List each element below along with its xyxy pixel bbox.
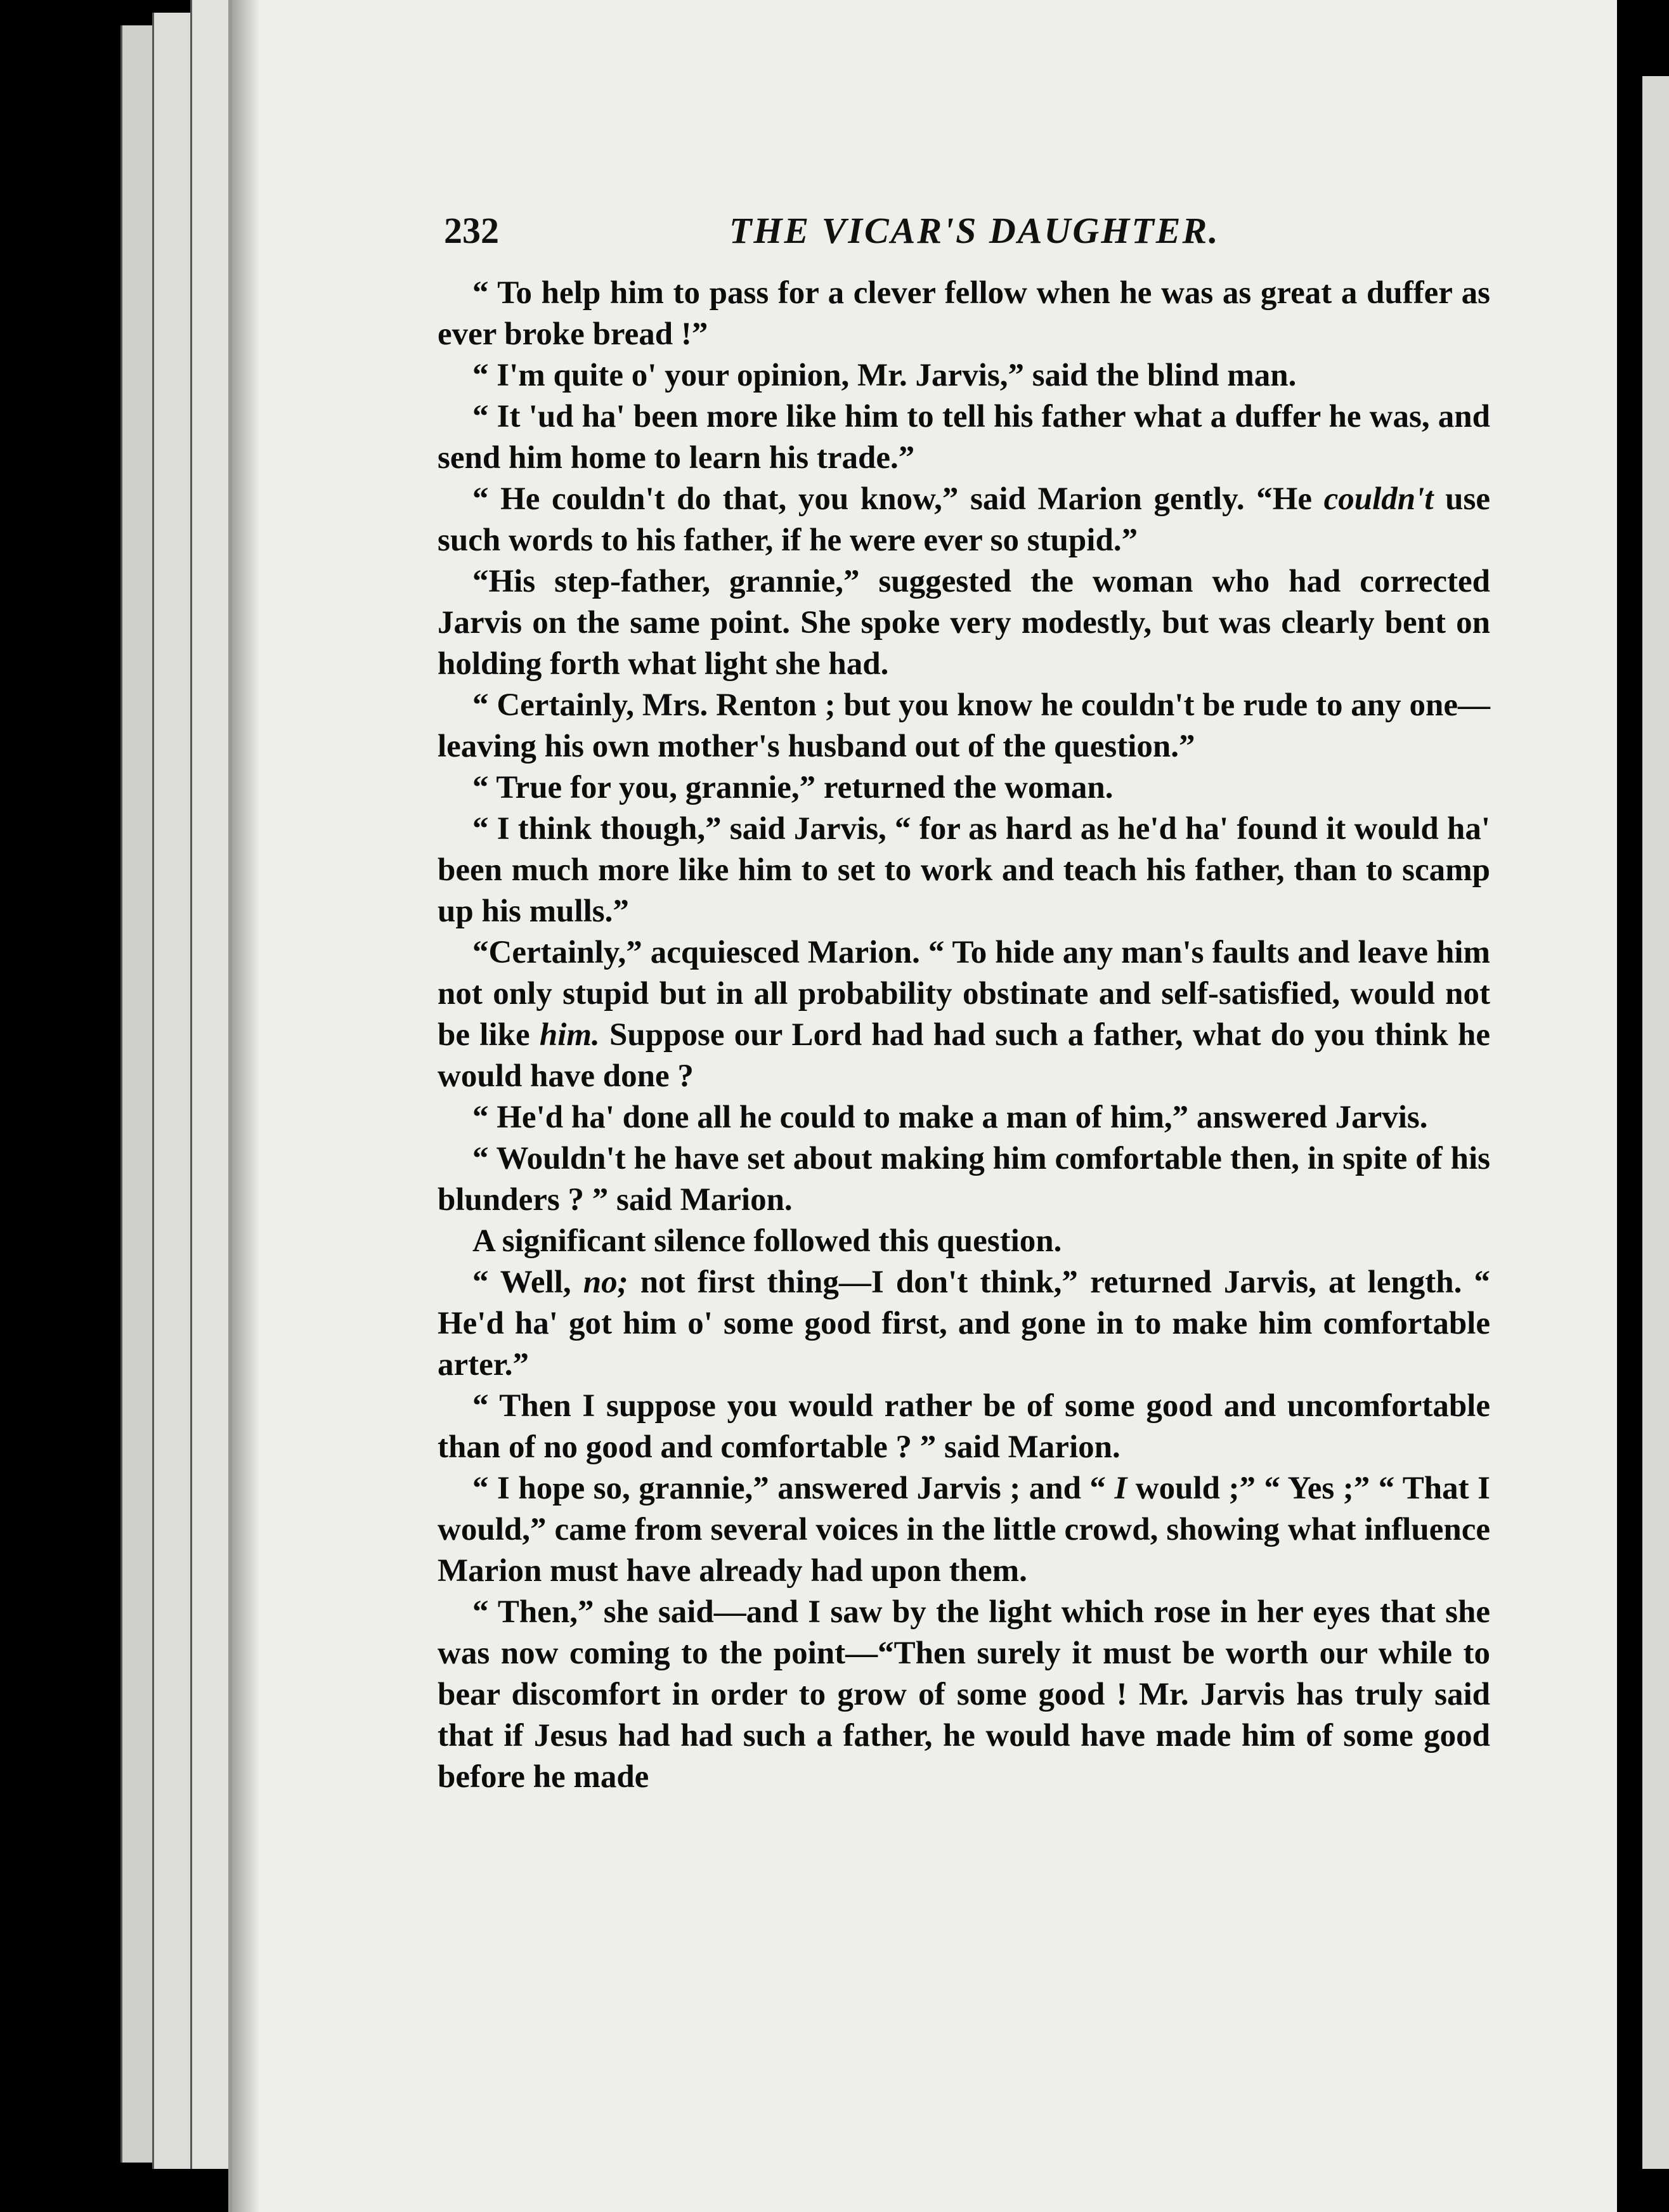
paragraph [438, 1262, 1490, 1386]
paragraph-text: “His step-father, grannie,” suggested the woman who had corrected Jarvis on the same point. She spoke very modestly, but was clearly bent on holding forth what light she had. [438, 564, 1490, 682]
paragraph [438, 396, 1490, 479]
paragraph-text: “Certainly,” acquiesced Marion. “ To hide any man's faults and leave him not only stupid but in all probability obstinate and self-satisfied, would not be like [438, 935, 1490, 1053]
paragraph-text: “ Wouldn't he have set about making him comfortable then, in spite of his blunders ? ” said Marion. [438, 1141, 1490, 1218]
italic-text: couldn't [1323, 481, 1434, 517]
paragraph-text: “ It 'ud ha' been more like him to tell his father what a duffer he was, and send him home to learn his trade.” [438, 399, 1490, 476]
paragraph [438, 1592, 1490, 1798]
paragraph [438, 1221, 1490, 1262]
running-header [444, 209, 1554, 266]
paragraph [438, 932, 1490, 1097]
paragraph [438, 1468, 1490, 1592]
italic-text: I [1114, 1471, 1127, 1506]
paragraph-text: “ Well, [472, 1265, 583, 1300]
paragraph-text: “ He'd ha' done all he could to make a man of him,” answered Jarvis. [472, 1100, 1428, 1135]
paragraph [438, 767, 1490, 809]
italic-text: him. [539, 1017, 600, 1053]
paragraph-text: “ To help him to pass for a clever fellow when he was as great a duffer as ever broke bread !” [438, 275, 1490, 352]
paragraph-text: “ Then,” she said—and I saw by the light which rose in her eyes that she was now coming to the point—“Then surely it must be worth our while to bear discomfort in order to grow of some good ! Mr. Jarvis has truly said that if Jesus had had such a father, he would have made him of some good before he made [438, 1594, 1490, 1795]
body-text [438, 273, 1490, 1798]
paragraph [438, 1138, 1490, 1221]
running-title: THE VICAR'S DAUGHTER. [729, 210, 1220, 251]
paragraph-text: “ True for you, grannie,” returned the woman. [472, 770, 1114, 805]
paragraph [438, 809, 1490, 932]
paragraph-text: “ I hope so, grannie,” answered Jarvis ; and “ [472, 1471, 1115, 1506]
paragraph [438, 685, 1490, 767]
paragraph [438, 273, 1490, 355]
paragraph-text: would ;” “ Yes ;” “ That I would,” came from several voices in the little crowd, showing what influence Marion must have already had upon them. [438, 1471, 1491, 1589]
gutter-shadow [228, 0, 260, 2212]
paragraph-text: “ He couldn't do that, you know,” said Marion gently. “He [472, 481, 1324, 517]
paragraph-text: A significant silence followed this question. [472, 1223, 1062, 1259]
paragraph-text: “ Certainly, Mrs. Renton ; but you know he couldn't be rude to any one—leaving his own mother's husband out of the question.” [438, 687, 1490, 764]
paragraph [438, 1097, 1490, 1138]
facing-page-edge [1642, 76, 1669, 2169]
paragraph [438, 561, 1490, 685]
paragraph-text: use such words to his father, if he were ever so stupid.” [438, 481, 1490, 558]
paragraph-text: Suppose our Lord had had such a father, what do you think he would have done ? [438, 1017, 1490, 1094]
paragraph-text: “ I'm quite o' your opinion, Mr. Jarvis,” said the blind man. [472, 358, 1297, 393]
italic-text: no; [583, 1265, 628, 1300]
paragraph-text: not first thing—I don't think,” returned Jarvis, at length. “ He'd ha' got him o' some good first, and gone in to make him comfortable arter.” [438, 1265, 1490, 1382]
paragraph-text: “ Then I suppose you would rather be of some good and uncomfortable than of no good and comfortable ? ” said Marion. [438, 1388, 1490, 1465]
paragraph [438, 355, 1490, 396]
page-number: 232 [444, 210, 499, 251]
paragraph [438, 1386, 1490, 1468]
paragraph [438, 479, 1490, 561]
paragraph-text: “ I think though,” said Jarvis, “ for as hard as he'd ha' found it would ha' been much more like him to set to work and teach his father, than to scamp up his mulls.” [438, 811, 1490, 929]
